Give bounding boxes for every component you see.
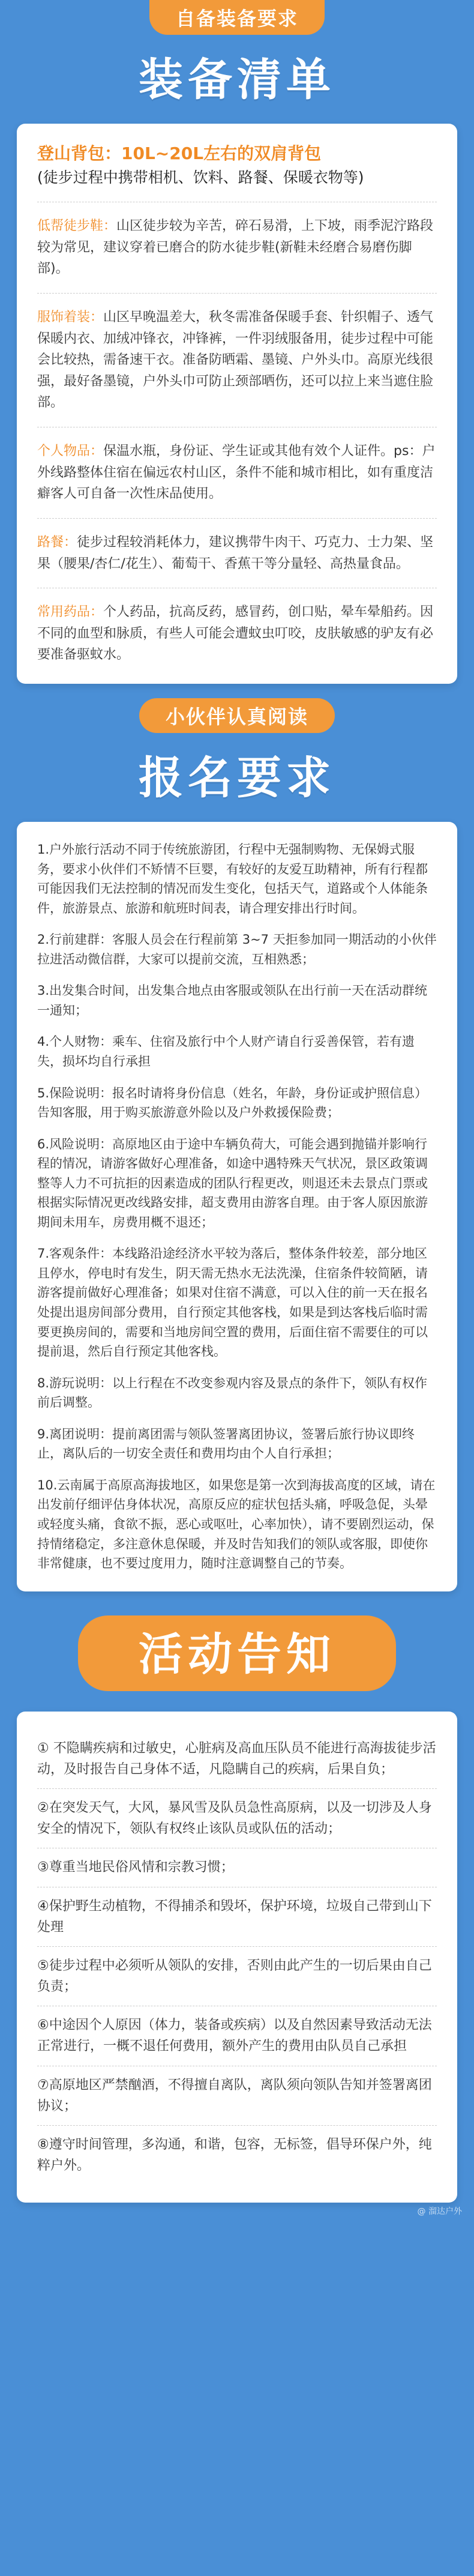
requirements-header: [0, 684, 474, 806]
equipment-item-text: 徒步过程较消耗体力，建议携带牛肉干、巧克力、士力架、坚果（腰果/杏仁/花生）、葡萄干、香蕉干等分量轻、高热量食品。: [37, 534, 434, 572]
notice-item: ① 不隐瞒疾病和过敏史，心脏病及高血压队员不能进行高海拔徒步活动，及时报告自己身体不适，凡隐瞒自己的疾病，后果自负；: [37, 1730, 437, 1789]
requirement-item: 8.游玩说明：以上行程在不改变参观内容及景点的条件下，领队有权作前后调整。: [37, 1375, 428, 1410]
equipment-item-text: 保温水瓶，身份证、学生证或其他有效个人证件。ps：户外线路整体住宿在偏远农村山区，条件不能和城市相比，如有重度洁癖客人可自备一次性床品使用。: [37, 444, 436, 502]
equipment-pill: 自备装备要求: [149, 0, 325, 35]
notice-item: ③尊重当地民俗风情和宗教习惯；: [37, 1848, 437, 1887]
equipment-item-key: 常用药品：: [37, 605, 104, 620]
requirements-pill: 小伙伴认真阅读: [139, 698, 335, 733]
equipment-title: 装备清单: [139, 54, 335, 106]
requirement-item: 5.保险说明：报名时请将身份信息（姓名，年龄，身份证或护照信息）告知客服，用于购买旅游意外险以及户外救援保险费；: [37, 1085, 428, 1120]
requirement-item: 4.个人财物：乘车、住宿及旅行中个人财产请自行妥善保管，若有遗失，损坏均自行承担: [37, 1034, 415, 1069]
equipment-item-text: 山区徒步较为辛苦，碎石易滑，上下坡，雨季泥泞路段较为常见，建议穿着已磨合的防水徒步鞋(新鞋未经磨合易磨伤脚部)。: [37, 219, 434, 277]
notice-item: ⑥中途因个人原因（体力，装备或疾病）以及自然因素导致活动无法正常进行，一概不退任何费用，额外产生的费用由队员自己承担: [37, 2006, 437, 2066]
requirement-item: 1.户外旅行活动不同于传统旅游团，行程中无强制购物、无保姆式服务，要求小伙伴们不矫情不巨婴，有较好的友爱互助精神，所有行程都可能因我们无法控制的情况而发生变化，包括天气，道路或个人体能条件，旅游景点、旅游和航班时间表，请合理安排出行时间。: [37, 842, 428, 915]
notice-card: [17, 1712, 457, 2203]
notice-title: 活动告知: [78, 1615, 396, 1691]
requirement-item: 3.出发集合时间，出发集合地点由客服或领队在出行前一天在活动群统一通知；: [37, 983, 428, 1018]
requirement-item: 7.客观条件：本线路沿途经济水平较为落后，整体条件较差，部分地区且停水，停电时有发生，阴天需无热水无法洗澡，住宿条件较简陋，请游客提前做好心理准备；如果对住宿不满意，可以入住的前一天在报名处提出退房间部分费用，自行预定其他客栈，如果是到达客栈后临时需要更换房间的，需要和当地房间空置的费用，后面住宿不需要住的可以提前退，然后自行预定其他客栈。: [37, 1246, 428, 1359]
equipment-item-key: 低帮徒步鞋：: [37, 219, 117, 234]
requirements-card: [17, 822, 457, 1591]
equipment-item-personal: [37, 441, 437, 519]
equipment-item-key: 个人物品：: [37, 444, 104, 459]
equipment-header: [0, 0, 474, 108]
requirement-item: 9.离团说明：提前离团需与领队签署离团协议，签署后旅行协议即终止，离队后的一切安全责任和费用均由个人自行承担；: [37, 1426, 415, 1461]
notice-item: ⑧遵守时间管理，多沟通，和谐，包容，无标签，倡导环保户外，纯粹户外。: [37, 2137, 432, 2174]
backpack-subtitle: (徒步过程中携带相机、饮料、路餐、保暖衣物等): [37, 168, 364, 186]
equipment-item-clothing: [37, 307, 437, 427]
backpack-title: 登山背包：10L~20L左右的双肩背包: [37, 143, 322, 163]
equipment-item-key: 路餐：: [37, 534, 77, 550]
notice-item: ④保护野生动植物，不得捕杀和毁坏，保护环境，垃圾自己带到山下处理: [37, 1887, 437, 1947]
notice-item: ②在突发天气，大风，暴风雪及队员急性高原病，以及一切涉及人身安全的情况下，领队有权终止该队员或队伍的活动；: [37, 1789, 437, 1848]
equipment-card: [17, 124, 457, 684]
equipment-item-text: 个人药品，抗高反药，感冒药，创口贴，晕车晕船药。因不同的血型和脉质，有些人可能会遭蚊虫叮咬，皮肤敏感的驴友有必要准备驱蚊水。: [37, 605, 434, 663]
requirements-title: 报名要求: [139, 752, 335, 804]
backpack-block: [37, 142, 437, 202]
equipment-item-text: 山区早晚温差大，秋冬需准备保暖手套、针织帽子、透气保暖内衣、加绒冲锋衣，冲锋裤，一件羽绒服备用，徒步过程中可能会比较热，需备速干衣。准备防晒霜、墨镜、户外头巾。高原光线很强，最好备墨镜，户外头巾可防止颈部晒伤，还可以拉上来当遮住脸部。: [37, 309, 434, 411]
requirement-item: 2.行前建群：客服人员会在行程前第 3~7 天拒参加同一期活动的小伙伴拉进活动微信群，大家可以提前交流，互相熟悉；: [37, 932, 437, 967]
equipment-item-shoes: [37, 216, 437, 294]
notice-item: ⑤徒步过程中必须听从领队的安排，否则由此产生的一切后果由自己负责；: [37, 1947, 437, 2006]
requirement-item: 6.风险说明：高原地区由于途中车辆负荷大，可能会遇到抛锚并影响行程的情况，请游客做好心理准备，如途中遇特殊天气状况，景区政策调整等人力不可抗拒的因素造成的团队行程更改，则退还未去景点门票或根据实际情况更改线路安排，超支费用由游客自理。由于客人原因旅游期间未用车，房费用概不退还；: [37, 1136, 428, 1229]
watermark: @ 溜达户外: [417, 2207, 462, 2217]
notice-item: ⑦高原地区严禁酗酒，不得擅自离队，离队须向领队告知并签署离团协议；: [37, 2066, 437, 2126]
requirement-item: 10.云南属于高原高海拔地区，如果您是第一次到海拔高度的区域，请在出发前仔细评估身体状况，高原反应的症状包括头痛，呼吸急促，头晕或轻度头痛，食欲不振，恶心或呕吐，心率加快），请不要剧烈运动，保持情绪稳定，多注意休息保暖，并及时告知我们的领队或客服，即使你非常健康，也不要过度用力，随时注意调整自己的节奏。: [37, 1477, 436, 1571]
equipment-item-key: 服饰着装：: [37, 309, 104, 325]
equipment-item-medicine: [37, 602, 437, 666]
equipment-item-food: [37, 532, 437, 588]
